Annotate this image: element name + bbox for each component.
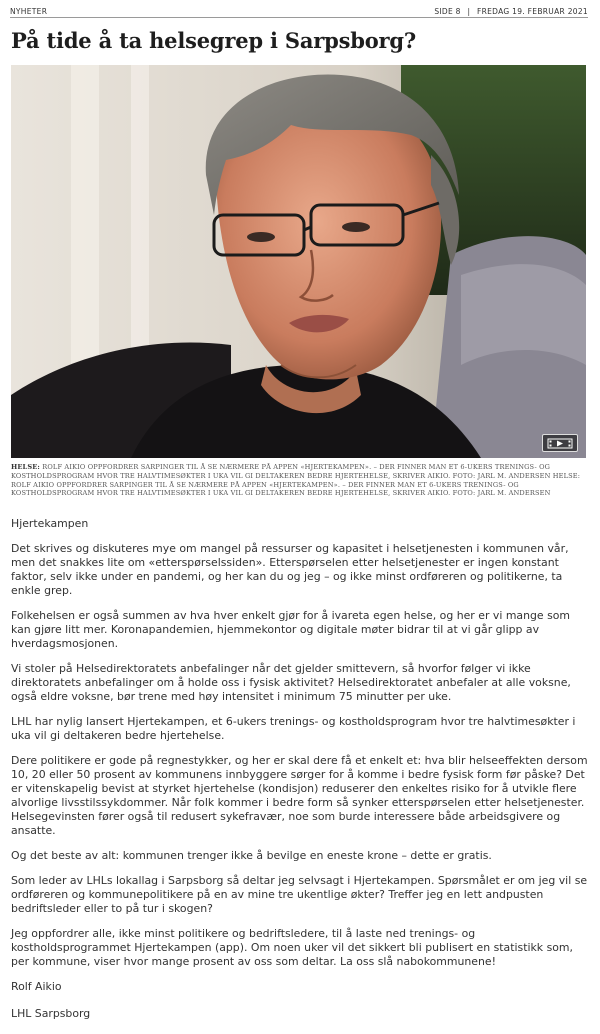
author-name: Rolf Aikio: [11, 980, 62, 993]
portrait-illustration: [11, 65, 586, 458]
film-play-icon: [547, 438, 573, 449]
article-paragraph: Som leder av LHLs lokallag i Sarpsborg så deltar jeg selvsagt i Hjertekampen. Spørsmålet er om jeg vil se ordføreren og kommunepolitikere på en av mine tre ukentlige økter? Treffer jeg en lett andpusten bedriftsleder eller to på tur i skogen?: [11, 874, 588, 915]
article-body: [11, 517, 589, 1034]
article-paragraph: Dere politikere er gode på regnestykker, og her er skal dere få et enkelt et: hva blir helseeffekten dersom 10, 20 eller 50 prosent av kommunens innbyggere sørger for å komme i bedre fysisk form før påske? Det er vitenskapelig bevist at styrket hjertehelse (kondisjon) reduserer den enkeltes risiko for å utvikle flere alvorlige livsstilssykdommer. Når folk kommer i bedre form så synker etterspørselen etter helsetjenester. Helsegevinsten fører også til redusert sykefravær, noe som burde interessere både arbeidsgivere og ansatte.: [11, 754, 588, 837]
article-paragraph: Jeg oppfordrer alle, ikke minst politikere og bedriftsledere, til å laste ned trenings- og kostholdsprogrammet Hjertekampen (app). Om noen uker vil det sikkert bli publisert en statistikk som, per kommune, viser hvor mange prosent av oss som deltar. La oss slå nabokommunene!: [11, 927, 573, 968]
article-paragraph: LHL har nylig lansert Hjertekampen, et 6-ukers trenings- og kostholdsprogram hvor tre halvtimesøkter i uka vil gi deltakeren bedre hjertehelse.: [11, 715, 576, 742]
header-separator: |: [467, 6, 471, 16]
page-info: [430, 7, 588, 16]
page-number: SIDE 8: [434, 6, 461, 16]
page-header: [10, 4, 588, 18]
caption-lead: HELSE:: [11, 463, 41, 471]
article-subheading: Hjertekampen: [11, 517, 89, 530]
article-paragraph: Folkehelsen er også summen av hva hver enkelt gjør for å ivareta egen helse, og her er vi mange som kan gjøre litt mer. Koronapandemien, hjemmekontor og digitale møter bidrar til at vi går glipp av hverdagsmosjonen.: [11, 609, 571, 650]
author-organization: LHL Sarpsborg: [11, 1007, 91, 1020]
article-photo[interactable]: [11, 65, 586, 458]
article-paragraph: Vi stoler på Helsedirektoratets anbefalinger når det gjelder smittevern, så hvorfor følger vi ikke direktoratets anbefalinger om å holde oss i fysisk aktivitet? Helsedirektoratet anbefaler at alle voksne, også eldre voksne, bør trene med høy intensitet i minimum 75 minutter per uke.: [11, 662, 571, 703]
issue-date: FREDAG 19. FEBRUAR 2021: [476, 6, 588, 16]
video-play-icon[interactable]: [542, 434, 578, 452]
article-paragraph: Og det beste av alt: kommunen trenger ikke å bevilge en eneste krone – dette er gratis.: [11, 849, 492, 862]
caption-text: ROLF AIKIO OPPFORDRER SARPINGER TIL Å SE NÆRMERE PÅ APPEN «HJERTEKAMPEN». – DER FINNER MAN ET 6-UKERS TRENINGS- OG KOSTHOLDSPROGRAM HVOR TRE HALVTIMESØKTER I UKA VIL GI DELTAKEREN BEDRE HJERTEHELSE, SKRIVER AIKIO. FOTO: JARL M. ANDERSEN HELSE: ROLF AIKIO OPPFORDRER SARPINGER TIL Å SE NÆRMERE PÅ APPEN «HJERTEKAMPEN». – DER FINNER MAN ET 6-UKERS TRENINGS- OG KOSTHOLDSPROGRAM HVOR TRE HALVTIMESØKTER I UKA VIL GI DELTAKEREN BEDRE HJERTEHELSE, SKRIVER AIKIO. FOTO: JARL M. ANDERSEN: [11, 463, 581, 498]
section-label: NYHETER: [10, 6, 48, 16]
article-paragraph: Det skrives og diskuteres mye om mangel på ressurser og kapasitet i helsetjenesten i kommunen vår, men det snakkes lite om «etterspørselssiden». Etterspørselen etter helsetjenester er ingen konstant faktor, selv ikke under en pandemi, og her kan du og jeg – og ikke minst ordføreren og politikerne, ta enkle grep.: [11, 542, 569, 597]
headline: På tide å ta helsegrep i Sarpsborg?: [11, 28, 416, 53]
photo-caption: [11, 463, 586, 498]
header-divider: [10, 17, 588, 18]
